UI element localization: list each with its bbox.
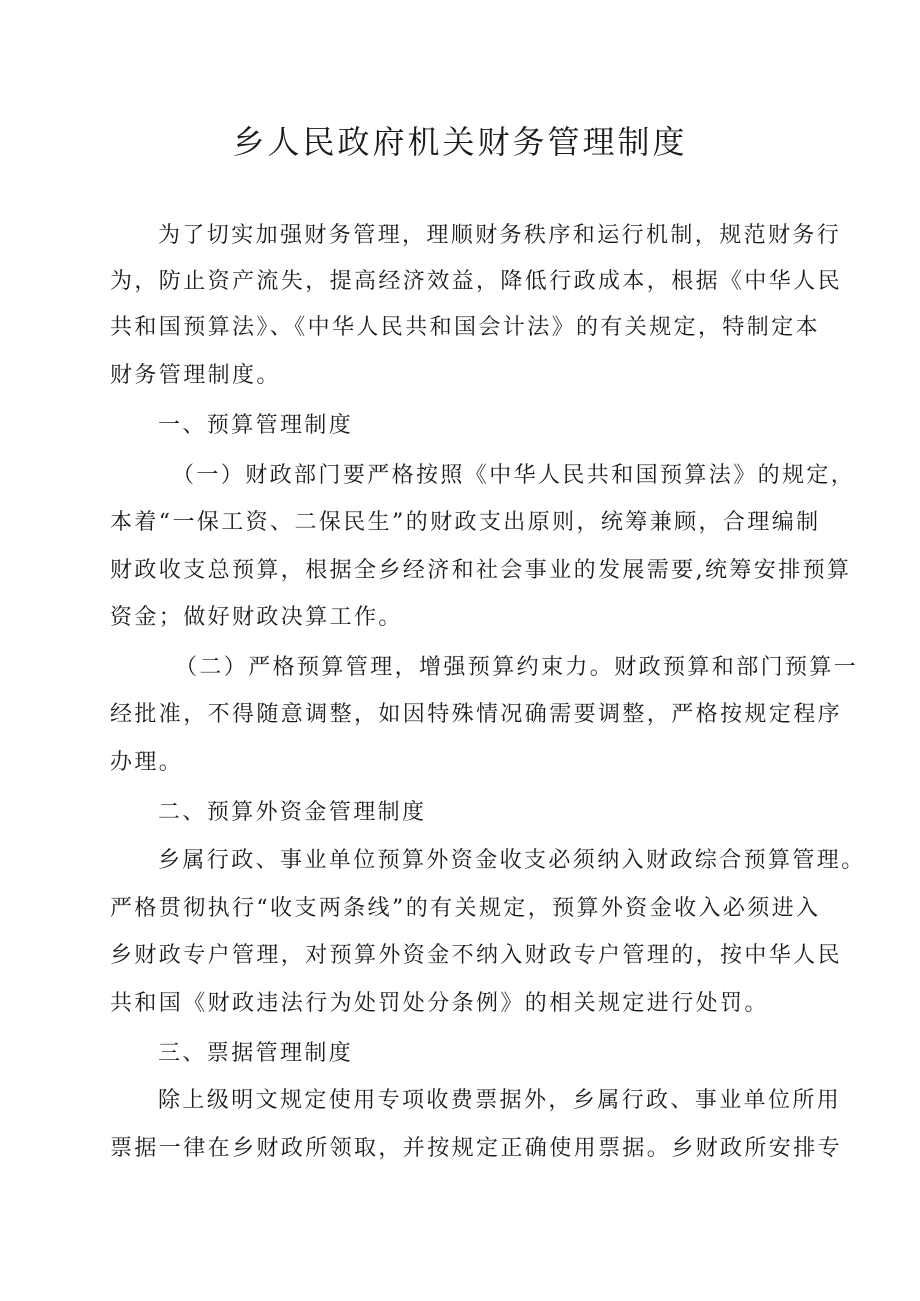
body-line: 乡属行政、事业单位预算外资金收支必须纳入财政综合预算管理。 bbox=[158, 848, 866, 873]
body-line: 本着“一保工资、二保民生”的财政支出原则，统筹兼顾，合理编制 bbox=[110, 510, 821, 535]
body-line: 办理。 bbox=[110, 750, 184, 775]
body-line: 共和国预算法》、《中华人民共和国会计法》的有关规定，特制定本 bbox=[110, 315, 821, 340]
body-line: 严格贯彻执行“收支两条线”的有关规定，预算外资金收入必须进入 bbox=[110, 896, 821, 921]
body-line: 除上级明文规定使用专项收费票据外，乡属行政、事业单位所用 bbox=[158, 1088, 842, 1113]
body-line: （一）财政部门要严格按照《中华人民共和国预算法》的规定， bbox=[172, 463, 856, 488]
body-line: 为了切实加强财务管理，理顺财务秩序和运行机制，规范财务行 bbox=[158, 223, 842, 248]
document-title: 乡人民政府机关财务管理制度 bbox=[232, 123, 688, 161]
section-heading-3: 三、票据管理制度 bbox=[158, 1041, 354, 1066]
body-line: 经批准，不得随意调整，如因特殊情况确需要调整，严格按规定程序 bbox=[110, 702, 843, 727]
section-heading-1: 一、预算管理制度 bbox=[158, 413, 354, 438]
body-line: 共和国《财政违法行为处罚处分条例》的相关规定进行处罚。 bbox=[110, 991, 769, 1016]
body-line: 财务管理制度。 bbox=[110, 363, 281, 388]
body-line: （二）严格预算管理，增强预算约束力。财政预算和部门预算一 bbox=[175, 655, 859, 680]
body-line: 财政收支总预算，根据全乡经济和社会事业的发展需要,统筹安排预算 bbox=[110, 558, 852, 583]
body-line: 票据一律在乡财政所领取，并按规定正确使用票据。乡财政所安排专 bbox=[110, 1136, 843, 1161]
body-line: 乡财政专户管理，对预算外资金不纳入财政专户管理的，按中华人民 bbox=[110, 943, 843, 968]
section-heading-2: 二、预算外资金管理制度 bbox=[158, 800, 427, 825]
body-line: 为，防止资产流失，提高经济效益，降低行政成本，根据《中华人民 bbox=[110, 269, 843, 294]
body-line: 资金；做好财政决算工作。 bbox=[110, 605, 403, 630]
